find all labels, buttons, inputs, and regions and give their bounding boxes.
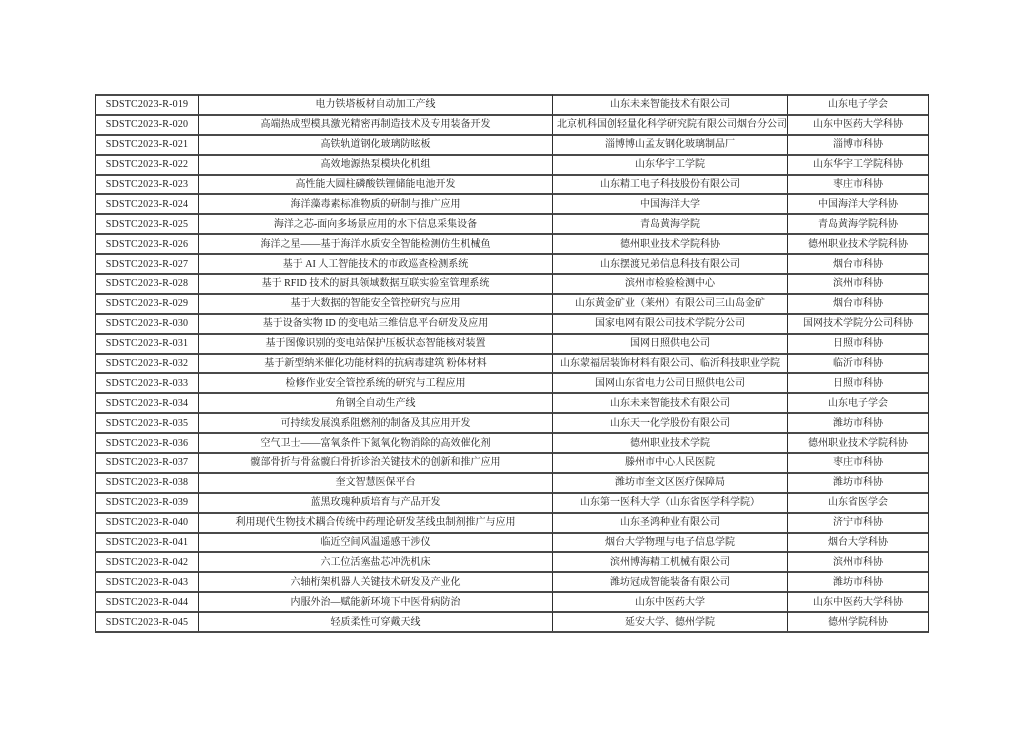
association-cell: 山东华宇工学院科协 [787,154,928,174]
project-name-cell: 基于新型纳米催化功能材料的抗病毒建筑 粉体材料 [198,353,552,373]
table-row [95,551,928,571]
project-name-cell: 检修作业安全管控系统的研究与工程应用 [198,372,552,392]
project-name-cell: 海洋之芯-面向多场景应用的水下信息采集设备 [198,213,552,233]
association-cell: 德州学院科协 [787,611,928,631]
project-id-cell: SDSTC2023-R-027 [95,253,198,273]
project-name-cell: 海洋藻毒素标准物质的研制与推广应用 [198,193,552,213]
organization-cell: 延安大学、德州学院 [552,611,787,631]
association-cell: 滨州市科协 [787,273,928,293]
organization-cell: 山东天一化学股份有限公司 [552,412,787,432]
project-id-cell: SDSTC2023-R-026 [95,233,198,253]
project-name-cell: 临近空间风温遥感干涉仪 [198,532,552,552]
table-row [95,412,928,432]
project-name-cell: 高效地源热泵模块化机组 [198,154,552,174]
project-id-cell: SDSTC2023-R-023 [95,174,198,194]
project-name-cell: 海洋之星——基于海洋水质安全智能检测仿生机械鱼 [198,233,552,253]
project-id-cell: SDSTC2023-R-022 [95,154,198,174]
organization-cell: 山东第一医科大学（山东省医学科学院） [552,492,787,512]
organization-cell: 滨州博海精工机械有限公司 [552,551,787,571]
project-name-cell: 可持续发展溴系阻燃剂的制备及其应用开发 [198,412,552,432]
project-id-cell: SDSTC2023-R-019 [95,94,198,114]
project-id-cell: SDSTC2023-R-033 [95,372,198,392]
association-cell: 枣庄市科协 [787,452,928,472]
table-row [95,134,928,154]
table-row [95,392,928,412]
table-body [95,94,928,631]
table-row [95,452,928,472]
project-name-cell: 基于图像识别的变电站保护压板状态智能核对装置 [198,333,552,353]
association-cell: 日照市科协 [787,372,928,392]
project-id-cell: SDSTC2023-R-020 [95,114,198,134]
association-cell: 淄博市科协 [787,134,928,154]
project-name-cell: 六轴桁架机器人关键技术研发及产业化 [198,571,552,591]
organization-cell: 国网山东省电力公司日照供电公司 [552,372,787,392]
association-cell: 山东电子学会 [787,94,928,114]
project-name-cell: 髋部骨折与骨盆髋臼骨折诊治关键技术的创新和推广应用 [198,452,552,472]
organization-cell: 山东精工电子科技股份有限公司 [552,174,787,194]
project-name-cell: 蓝黑玫瑰种质培育与产品开发 [198,492,552,512]
table-row [95,253,928,273]
project-id-cell: SDSTC2023-R-025 [95,213,198,233]
project-name-cell: 空气卫士——富氧条件下氮氧化物消除的高效催化剂 [198,432,552,452]
project-id-cell: SDSTC2023-R-041 [95,532,198,552]
association-cell: 济宁市科协 [787,512,928,532]
project-id-cell: SDSTC2023-R-038 [95,472,198,492]
table-row [95,273,928,293]
project-id-cell: SDSTC2023-R-021 [95,134,198,154]
association-cell: 山东中医药大学科协 [787,114,928,134]
organization-cell: 德州职业技术学院 [552,432,787,452]
organization-cell: 北京机科国创轻量化科学研究院有限公司烟台分公司 [552,114,787,134]
project-table [95,94,929,633]
association-cell: 烟台大学科协 [787,532,928,552]
association-cell: 潍坊市科协 [787,472,928,492]
table-row [95,571,928,591]
association-cell: 山东中医药大学科协 [787,591,928,611]
association-cell: 烟台市科协 [787,293,928,313]
project-id-cell: SDSTC2023-R-037 [95,452,198,472]
table-row [95,174,928,194]
project-name-cell: 角钢全自动生产线 [198,392,552,412]
table-row [95,313,928,333]
project-name-cell: 电力铁塔板材自动加工产线 [198,94,552,114]
table-row [95,432,928,452]
project-id-cell: SDSTC2023-R-045 [95,611,198,631]
organization-cell: 淄博博山孟友钢化玻璃制品厂 [552,134,787,154]
project-name-cell: 基于设备实物 ID 的变电站三维信息平台研发及应用 [198,313,552,333]
association-cell: 国网技术学院分公司科协 [787,313,928,333]
table-row [95,94,928,114]
association-cell: 临沂市科协 [787,353,928,373]
project-name-cell: 基于 RFID 技术的厨具领域数据互联实验室管理系统 [198,273,552,293]
table-row [95,333,928,353]
project-id-cell: SDSTC2023-R-039 [95,492,198,512]
association-cell: 枣庄市科协 [787,174,928,194]
table-row [95,293,928,313]
organization-cell: 德州职业技术学院科协 [552,233,787,253]
project-id-cell: SDSTC2023-R-028 [95,273,198,293]
table-row [95,472,928,492]
table-row [95,492,928,512]
association-cell: 山东电子学会 [787,392,928,412]
table-row [95,233,928,253]
table-row [95,512,928,532]
project-name-cell: 利用现代生物技术耦合传统中药理论研发茎线虫制剂推广与应用 [198,512,552,532]
project-id-cell: SDSTC2023-R-036 [95,432,198,452]
project-name-cell: 高铁轨道钢化玻璃防眩板 [198,134,552,154]
organization-cell: 国网日照供电公司 [552,333,787,353]
project-name-cell: 基于 AI 人工智能技术的市政巡查检测系统 [198,253,552,273]
organization-cell: 潍坊冠成智能装备有限公司 [552,571,787,591]
table-row [95,532,928,552]
project-name-cell: 基于大数据的智能安全管控研究与应用 [198,293,552,313]
organization-cell: 滕州市中心人民医院 [552,452,787,472]
organization-cell: 滨州市检验检测中心 [552,273,787,293]
table-row [95,114,928,134]
organization-cell: 潍坊市奎文区医疗保障局 [552,472,787,492]
association-cell: 潍坊市科协 [787,412,928,432]
project-id-cell: SDSTC2023-R-030 [95,313,198,333]
project-id-cell: SDSTC2023-R-031 [95,333,198,353]
project-id-cell: SDSTC2023-R-043 [95,571,198,591]
association-cell: 滨州市科协 [787,551,928,571]
project-id-cell: SDSTC2023-R-035 [95,412,198,432]
project-id-cell: SDSTC2023-R-029 [95,293,198,313]
organization-cell: 山东中医药大学 [552,591,787,611]
organization-cell: 山东黄金矿业（莱州）有限公司三山岛金矿 [552,293,787,313]
organization-cell: 山东华宇工学院 [552,154,787,174]
table-row [95,611,928,631]
association-cell: 日照市科协 [787,333,928,353]
project-id-cell: SDSTC2023-R-042 [95,551,198,571]
association-cell: 德州职业技术学院科协 [787,233,928,253]
association-cell: 山东省医学会 [787,492,928,512]
project-id-cell: SDSTC2023-R-040 [95,512,198,532]
organization-cell: 山东圣鸿种业有限公司 [552,512,787,532]
project-id-cell: SDSTC2023-R-034 [95,392,198,412]
table-row [95,353,928,373]
table-row [95,372,928,392]
table-row [95,193,928,213]
project-id-cell: SDSTC2023-R-032 [95,353,198,373]
project-name-cell: 高端热成型模具激光精密再制造技术及专用装备开发 [198,114,552,134]
project-name-cell: 内服外治—赋能新环境下中医骨病防治 [198,591,552,611]
association-cell: 中国海洋大学科协 [787,193,928,213]
organization-cell: 山东摆渡兄弟信息科技有限公司 [552,253,787,273]
project-id-cell: SDSTC2023-R-024 [95,193,198,213]
association-cell: 德州职业技术学院科协 [787,432,928,452]
project-name-cell: 奎文智慧医保平台 [198,472,552,492]
organization-cell: 山东未来智能技术有限公司 [552,392,787,412]
organization-cell: 国家电网有限公司技术学院分公司 [552,313,787,333]
project-id-cell: SDSTC2023-R-044 [95,591,198,611]
organization-cell: 烟台大学物理与电子信息学院 [552,532,787,552]
organization-cell: 山东蒙福居装饰材料有限公司、临沂科技职业学院 [552,353,787,373]
organization-cell: 青岛黄海学院 [552,213,787,233]
organization-cell: 中国海洋大学 [552,193,787,213]
table-row [95,154,928,174]
project-name-cell: 高性能大圆柱磷酸铁锂储能电池开发 [198,174,552,194]
association-cell: 潍坊市科协 [787,571,928,591]
association-cell: 烟台市科协 [787,253,928,273]
project-name-cell: 六工位活塞盐芯冲洗机床 [198,551,552,571]
project-name-cell: 轻质柔性可穿戴天线 [198,611,552,631]
association-cell: 青岛黄海学院科协 [787,213,928,233]
organization-cell: 山东未来智能技术有限公司 [552,94,787,114]
table-row [95,591,928,611]
table-row [95,213,928,233]
